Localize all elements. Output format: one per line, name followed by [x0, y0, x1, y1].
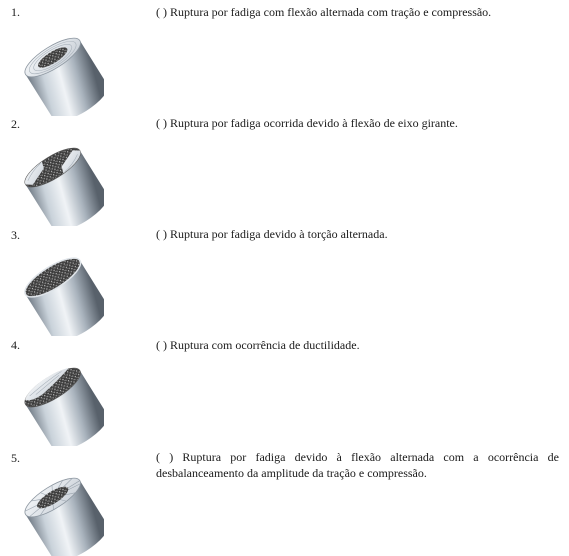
fatigue-specimen-2-icon	[12, 126, 104, 226]
specimen-illustration-1	[12, 16, 104, 116]
item-text-5: ( ) Ruptura por fadiga devido à flexão alternada com a ocorrência de desbalanceamento da amplitude da tração e compressão.	[156, 450, 559, 480]
item-text-2: ( ) Ruptura por fadiga ocorrida devido à flexão de eixo girante.	[156, 116, 458, 130]
item-number-1: 1.	[11, 5, 20, 19]
fatigue-specimen-4-icon	[12, 346, 104, 446]
fatigue-specimen-5-icon	[12, 456, 104, 556]
fatigue-specimen-1-icon	[12, 16, 104, 116]
item-number-2: 2.	[11, 117, 20, 131]
item-number-5: 5.	[11, 451, 20, 465]
item-text-3: ( ) Ruptura por fadiga devido à torção alternada.	[156, 227, 388, 241]
specimen-illustration-5	[12, 456, 104, 556]
specimen-illustration-4	[12, 346, 104, 446]
item-number-4: 4.	[11, 338, 20, 352]
item-text-1: ( ) Ruptura por fadiga com flexão alternada com tração e compressão.	[156, 5, 492, 19]
specimen-illustration-3	[12, 236, 104, 336]
specimen-illustration-2	[12, 126, 104, 226]
fatigue-specimen-3-icon	[12, 236, 104, 336]
item-text-4: ( ) Ruptura com ocorrência de ductilidade.	[156, 338, 360, 352]
item-number-3: 3.	[11, 228, 20, 242]
